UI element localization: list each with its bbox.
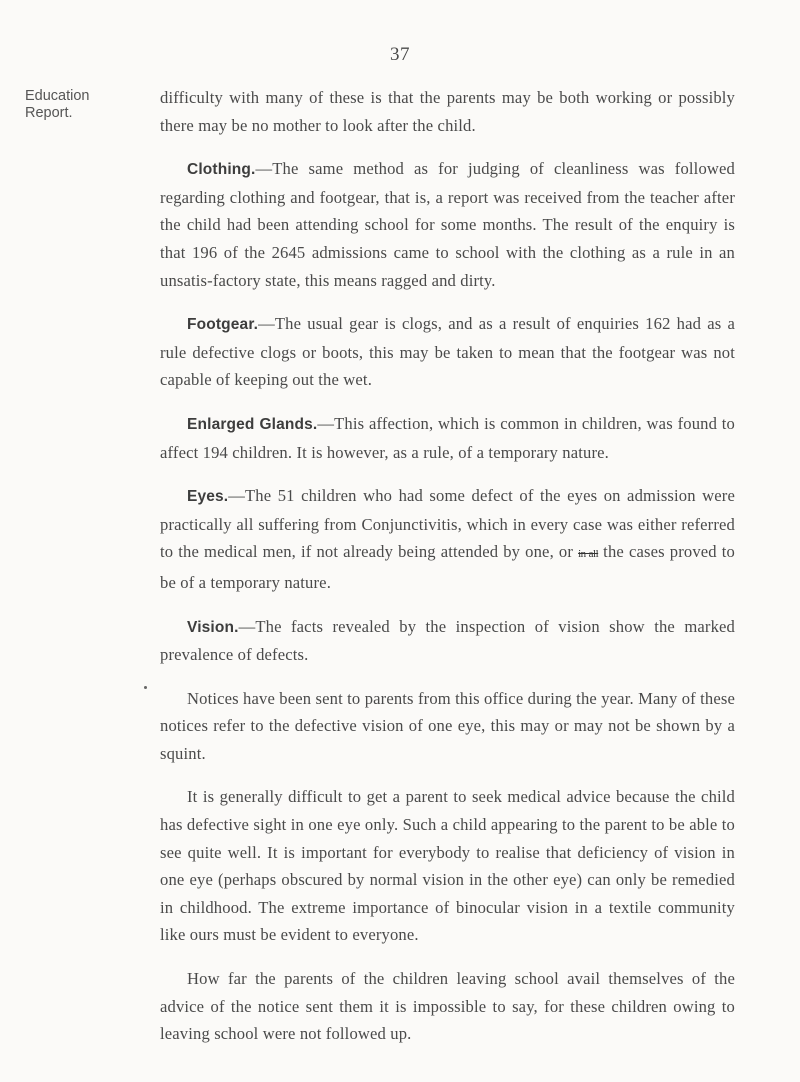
page-number: 37 [390, 44, 410, 65]
text-eyes-before: —The 51 children who had some defect of the eyes on admission were practically all suffering from Conjunctivitis, which in every case was either referred to the medical men, if not already being attended by one, or [160, 486, 735, 562]
paragraph-enlarged-glands [160, 410, 735, 466]
text-enlarged-glands: —This affection, which is common in children, was found to affect 194 children. It is however, as a rule, of a temporary nature. [160, 413, 736, 462]
margin-note-line2: Report. [25, 105, 73, 121]
heading-footgear: Footgear. [187, 316, 259, 334]
heading-eyes: Eyes. [187, 488, 229, 506]
paragraph-parents-followup: How far the parents of the children leaving school avail themselves of the advice of the notice sent them it is impossible to say, for these children owing to leaving school were not followed up. [160, 969, 735, 1044]
paragraph-eyes [160, 482, 735, 596]
text-eyes-after: the cases proved to be of a temporary nature. [160, 542, 735, 592]
paragraph-continued: difficulty with many of these is that the parents may be both working or possibly there may be no mother to look after the child. [160, 88, 735, 135]
report-body [160, 84, 735, 1064]
heading-enlarged-glands: Enlarged Glands. [187, 415, 318, 433]
paragraph-vision [160, 613, 735, 669]
margin-dot [144, 686, 147, 689]
text-footgear: —The usual gear is clogs, and as a result of enquiries 162 had as a rule defective clogs or boots, this may be taken to mean that the footgear was not capable of keeping out the wet. [160, 314, 735, 390]
paragraph-footgear [160, 310, 735, 394]
margin-note [25, 88, 90, 122]
paragraph-notices: Notices have been sent to parents from this office during the year. Many of these notices refer to the defective vision of one eye, this may or may not be shown by a squint. [160, 688, 735, 763]
paragraph-medical-advice: It is generally difficult to get a parent to seek medical advice because the child has defective sight in one eye only. Such a child appearing to the parent to be able to see quite well. It is important for everybody to realise that deficiency of vision in one eye (perhaps obscured by normal vision in the other eye) can only be remedied in childhood. The extreme importance of binocular vision in a textile community like ours must be evident to everyone. [160, 787, 735, 945]
text-clothing: —The same method as for judging of cleanliness was followed regarding clothing and footgear, that is, a report was received from the teacher after the child had been attending school for some months. The result of the enquiry is that 196 of the 2645 admissions came to school with the clothing as a rule in an unsatis-factory state, this means ragged and dirty. [160, 159, 735, 290]
heading-vision: Vision. [187, 618, 239, 636]
margin-note-line1: Education [25, 88, 90, 104]
heading-clothing: Clothing. [187, 161, 256, 179]
struck-text: in all [578, 548, 599, 561]
paragraph-clothing [160, 155, 735, 294]
text-vision: —The facts revealed by the inspection of vision show the marked prevalence of defects. [160, 616, 735, 665]
